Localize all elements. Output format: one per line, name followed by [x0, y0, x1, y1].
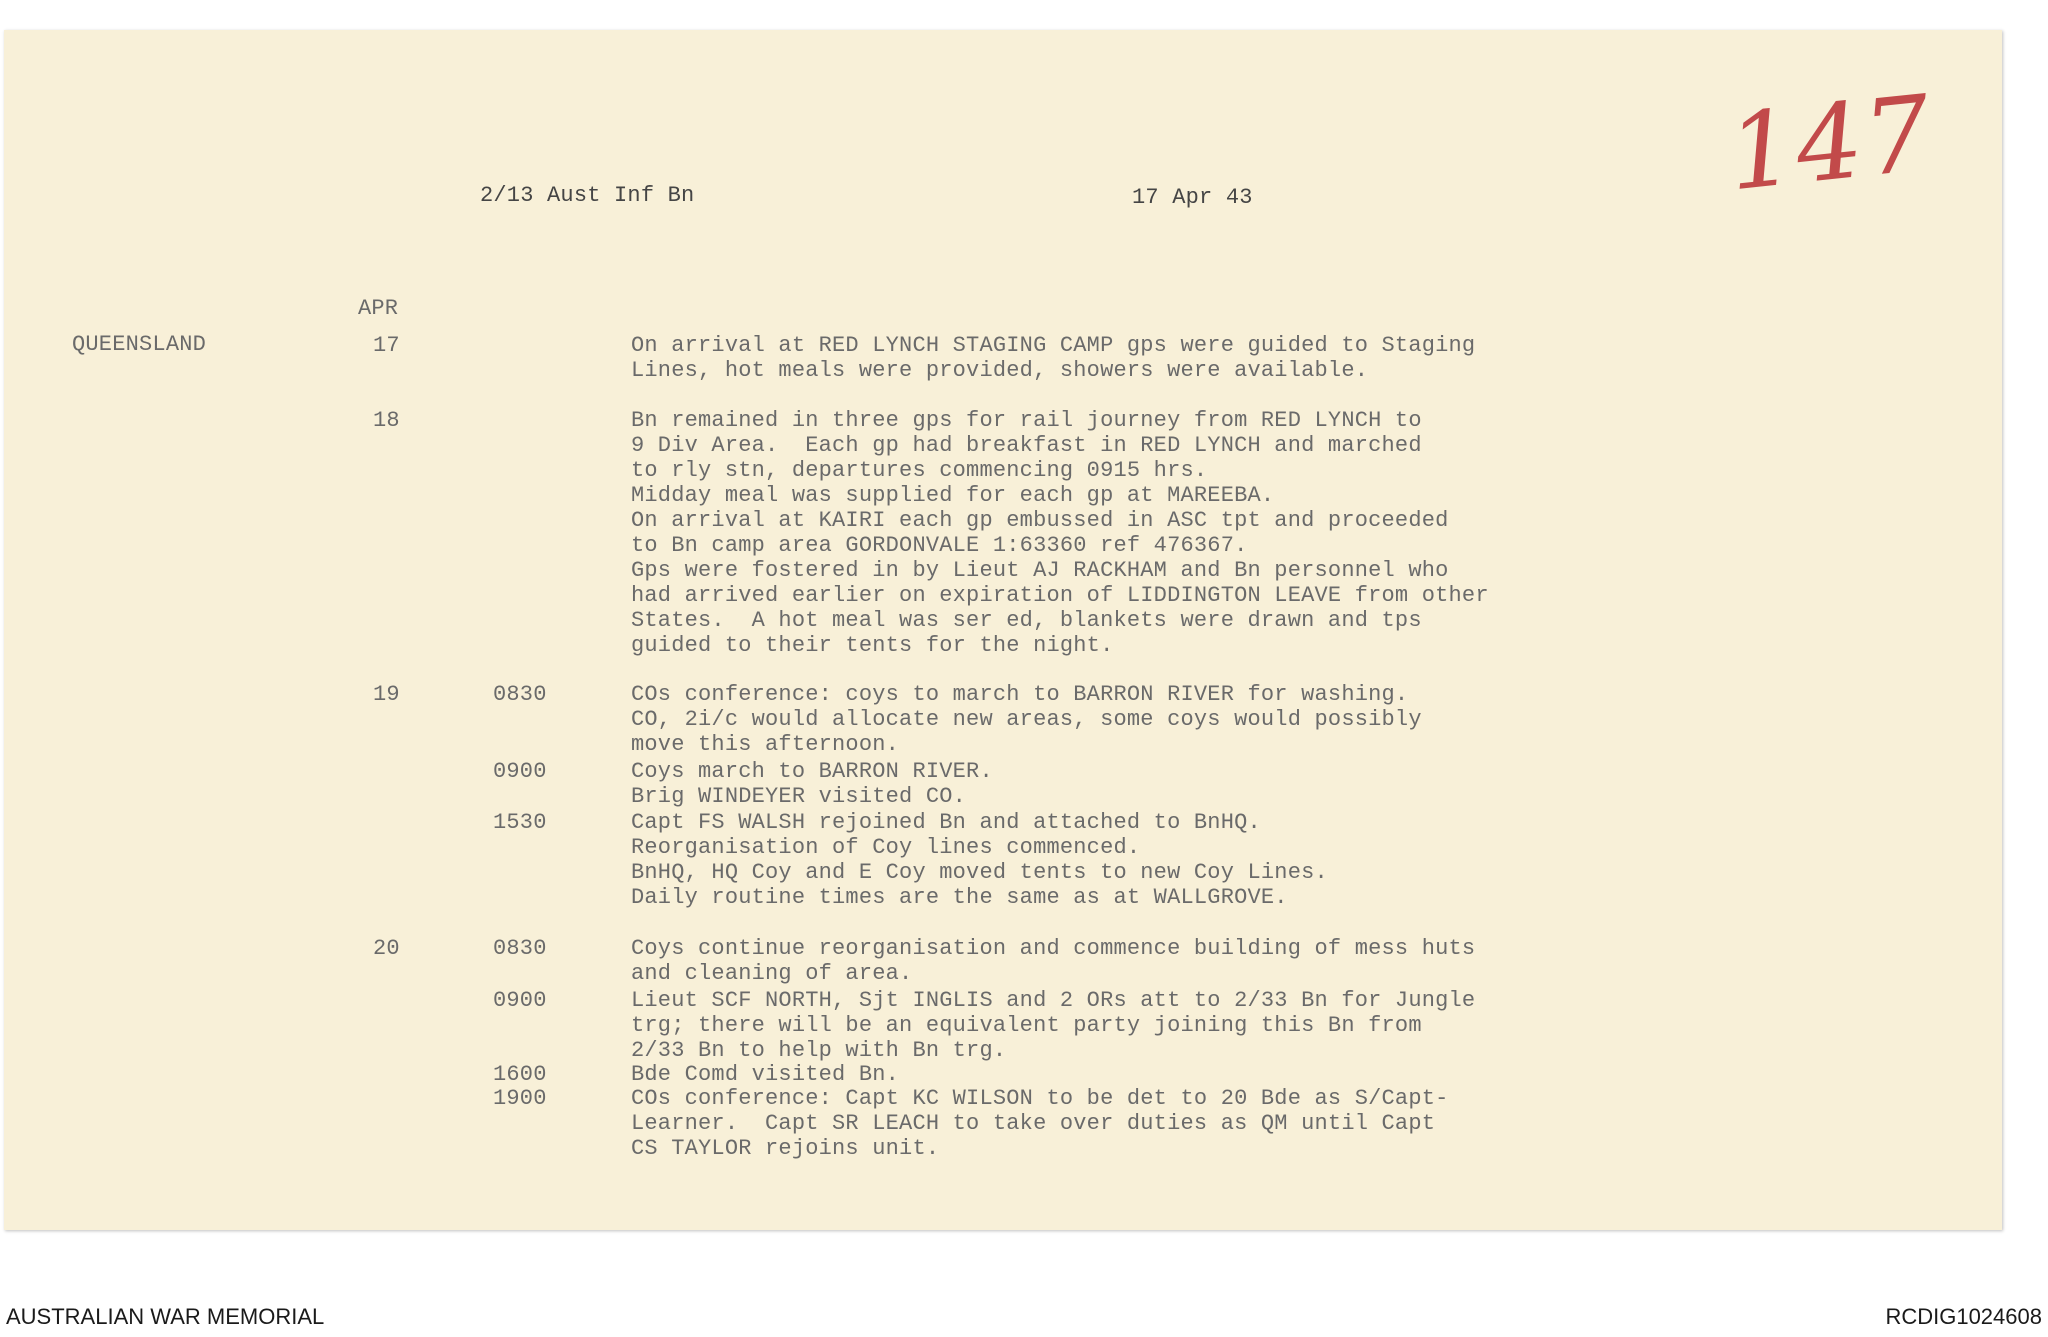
report-date: 17 Apr 43 — [1132, 185, 1253, 210]
entry-time: 1530 — [493, 810, 547, 835]
entry-text-line: Lieut SCF NORTH, Sjt INGLIS and 2 ORs att to 2/33 Bn for Jungle — [631, 988, 1476, 1013]
entry-text-line: BnHQ, HQ Coy and E Coy moved tents to new Coy Lines. — [631, 860, 1328, 885]
entry-time: 0900 — [493, 988, 547, 1013]
entry-text-line: Brig WINDEYER visited CO. — [631, 784, 967, 809]
entry-text-line: Coys continue reorganisation and commence building of mess huts — [631, 936, 1476, 961]
entry-day: 20 — [373, 936, 400, 961]
entry-text-line: Lines, hot meals were provided, showers were available. — [631, 358, 1369, 383]
entry-text-line: trg; there will be an equivalent party joining this Bn from — [631, 1013, 1422, 1038]
entry-time: 0830 — [493, 936, 547, 961]
entry-text-line: Learner. Capt SR LEACH to take over duties as QM until Capt — [631, 1111, 1436, 1136]
entry-text-line: COs conference: coys to march to BARRON RIVER for washing. — [631, 682, 1409, 707]
entry-time: 0830 — [493, 682, 547, 707]
entry-text-line: move this afternoon. — [631, 732, 900, 757]
entry-text-line: Midday meal was supplied for each gp at MAREEBA. — [631, 483, 1275, 508]
entry-text-line: Daily routine times are the same as at WALLGROVE. — [631, 885, 1288, 910]
entry-text-line: States. A hot meal was ser ed, blankets were drawn and tps — [631, 608, 1422, 633]
entry-text-line: On arrival at RED LYNCH STAGING CAMP gps were guided to Staging — [631, 333, 1476, 358]
entry-text-line: to Bn camp area GORDONVALE 1:63360 ref 476367. — [631, 533, 1248, 558]
month-label: APR — [358, 296, 399, 321]
entry-day: 19 — [373, 682, 400, 707]
entry-text-line: to rly stn, departures commencing 0915 hrs. — [631, 458, 1208, 483]
entry-text-line: Bde Comd visited Bn. — [631, 1062, 900, 1087]
entry-text-line: CO, 2i/c would allocate new areas, some coys would possibly — [631, 707, 1422, 732]
entry-day: 17 — [373, 333, 400, 358]
place-label: QUEENSLAND — [72, 332, 207, 357]
entry-time: 1600 — [493, 1062, 547, 1087]
entry-text-line: guided to their tents for the night. — [631, 633, 1114, 658]
footer-institution: AUSTRALIAN WAR MEMORIAL — [6, 1304, 325, 1329]
entry-text-line: Bn remained in three gps for rail journey from RED LYNCH to — [631, 408, 1422, 433]
entry-text-line: Gps were fostered in by Lieut AJ RACKHAM and Bn personnel who — [631, 558, 1449, 583]
entry-time: 0900 — [493, 759, 547, 784]
footer-reference: RCDIG1024608 — [1885, 1304, 2042, 1329]
entry-time: 1900 — [493, 1086, 547, 1111]
page-number-handwritten: 147 — [1722, 71, 1939, 215]
entry-text-line: 9 Div Area. Each gp had breakfast in RED LYNCH and marched — [631, 433, 1422, 458]
entry-text-line: Reorganisation of Coy lines commenced. — [631, 835, 1141, 860]
entry-text-line: Capt FS WALSH rejoined Bn and attached to BnHQ. — [631, 810, 1261, 835]
entry-text-line: and cleaning of area. — [631, 961, 913, 986]
entry-text-line: COs conference: Capt KC WILSON to be det to 20 Bde as S/Capt- — [631, 1086, 1449, 1111]
entry-text-line: had arrived earlier on expiration of LIDDINGTON LEAVE from other — [631, 583, 1489, 608]
entry-text-line: On arrival at KAIRI each gp embussed in ASC tpt and proceeded — [631, 508, 1449, 533]
entry-text-line: CS TAYLOR rejoins unit. — [631, 1136, 940, 1161]
entry-text-line: Coys march to BARRON RIVER. — [631, 759, 993, 784]
unit-heading: 2/13 Aust Inf Bn — [480, 183, 695, 208]
entry-day: 18 — [373, 408, 400, 433]
entry-text-line: 2/33 Bn to help with Bn trg. — [631, 1038, 1007, 1063]
